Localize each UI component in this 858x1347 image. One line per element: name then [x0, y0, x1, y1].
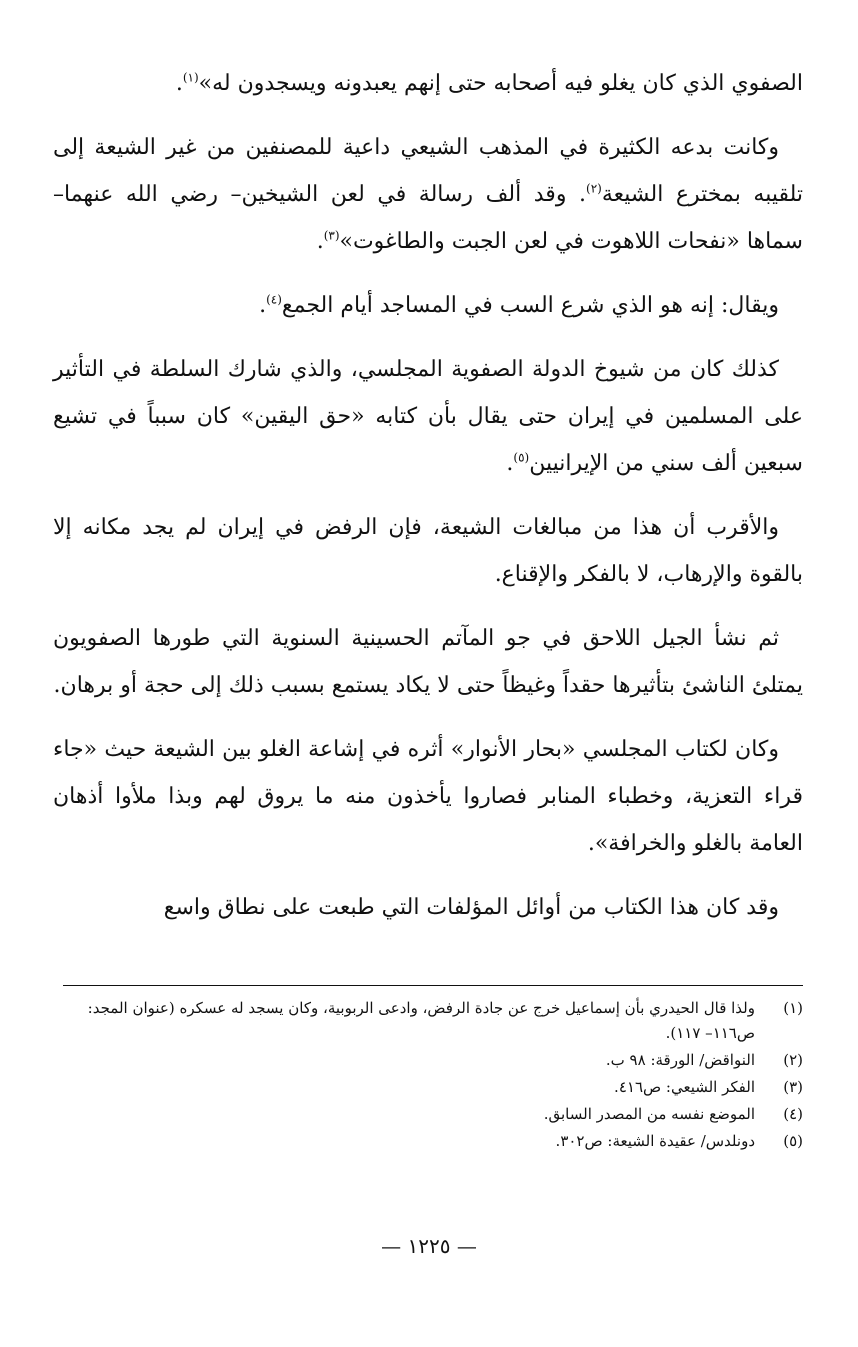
paragraph-text: .: [259, 293, 267, 318]
footnote: [53, 1048, 803, 1073]
paragraph-text: كذلك كان من شيوخ الدولة الصفوية المجلسي، والذي شارك السلطة في التأثير على المسلمين في إيران حتى يقال بأن كتابه «حق اليقين» كان سبباً في تشيع سبعين ألف سني من الإيرانيين: [53, 357, 803, 476]
footnote-text: النواقض/ الورقة: ٩٨ ب.: [605, 1051, 755, 1069]
paragraph: [53, 282, 803, 329]
paragraph-text: ثم نشأ الجيل اللاحق في جو المآتم الحسينية السنوية التي طورها الصفويون يمتلئ الناشئ بتأثيرها حقداً وغيظاً حتى لا يكاد يستمع بسبب ذلك إلى حجة أو برهان.: [53, 626, 803, 698]
paragraph: [53, 884, 803, 931]
footnote-number: (٥): [783, 1132, 803, 1150]
paragraph: [53, 346, 803, 487]
paragraph-text: والأقرب أن هذا من مبالغات الشيعة، فإن الرفض في إيران لم يجد مكانه إلا بالقوة والإرهاب، لا بالفكر والإقناع.: [53, 515, 803, 587]
footnote: [53, 1129, 803, 1154]
footnote-marker: (٣): [323, 228, 340, 243]
footnote-text: دونلدس/ عقيدة الشيعة: ص٣٠٢.: [555, 1132, 755, 1150]
footnote-marker: (٥): [513, 450, 530, 465]
footnote-number: (١): [783, 999, 803, 1017]
footnote-marker: (١): [182, 70, 199, 85]
paragraph: [53, 726, 803, 867]
paragraph-text: .: [506, 451, 514, 476]
paragraph-text: .: [316, 229, 324, 254]
paragraph-text: ويقال: إنه هو الذي شرع السب في المساجد أيام الجمع: [281, 293, 779, 318]
footnote-text: الفكر الشيعي: ص٤١٦.: [614, 1078, 755, 1096]
paragraph: [53, 124, 803, 265]
footnote-marker: (٤): [266, 292, 282, 307]
paragraph: [53, 60, 803, 107]
footnotes: [53, 996, 803, 1156]
footnote-divider: [63, 985, 803, 986]
footnote: [53, 1102, 803, 1127]
paragraph-text: . وقد ألف رسالة في لعن الشيخين– رضي الله عنهما– سماها «نفحات اللاهوت في لعن الجبت والطاغوت»: [53, 182, 803, 254]
paragraph-text: وكان لكتاب المجلسي «بحار الأنوار» أثره في إشاعة الغلو بين الشيعة حيث «جاء قراء التعزية، وخطباء المنابر فصاروا يأخذون منه ما يروق لهم وبذا ملأوا أذهان العامة بالغلو والخرافة».: [53, 737, 803, 856]
footnote: [53, 1075, 803, 1100]
paragraph-text: .: [175, 71, 183, 96]
paragraph-text: وكانت بدعه الكثيرة في المذهب الشيعي داعية للمصنفين من غير الشيعة إلى تلقيبه بمخترع الشيعة: [53, 135, 804, 207]
main-text: [53, 60, 803, 948]
footnote-number: (٢): [783, 1051, 803, 1069]
page-number: — ١٢٢٥ —: [381, 1234, 477, 1258]
footnote: [53, 996, 803, 1046]
footnote-text: الموضع نفسه من المصدر السابق.: [543, 1105, 755, 1123]
footnote-text: ولذا قال الحيدري بأن إسماعيل خرج عن جادة الرفض، وادعى الربوبية، وكان يسجد له عسكره (عنوان المجد: ص١١٦– ١١٧).: [87, 999, 755, 1042]
paragraph-text: الصفوي الذي كان يغلو فيه أصحابه حتى إنهم يعبدونه ويسجدون له»: [198, 71, 803, 96]
footnote-number: (٣): [783, 1078, 803, 1096]
paragraph: [53, 504, 803, 598]
paragraph-text: وقد كان هذا الكتاب من أوائل المؤلفات التي طبعت على نطاق واسع: [163, 895, 779, 920]
paragraph: [53, 615, 803, 709]
footnote-marker: (٢): [586, 181, 602, 196]
footnote-number: (٤): [783, 1105, 803, 1123]
